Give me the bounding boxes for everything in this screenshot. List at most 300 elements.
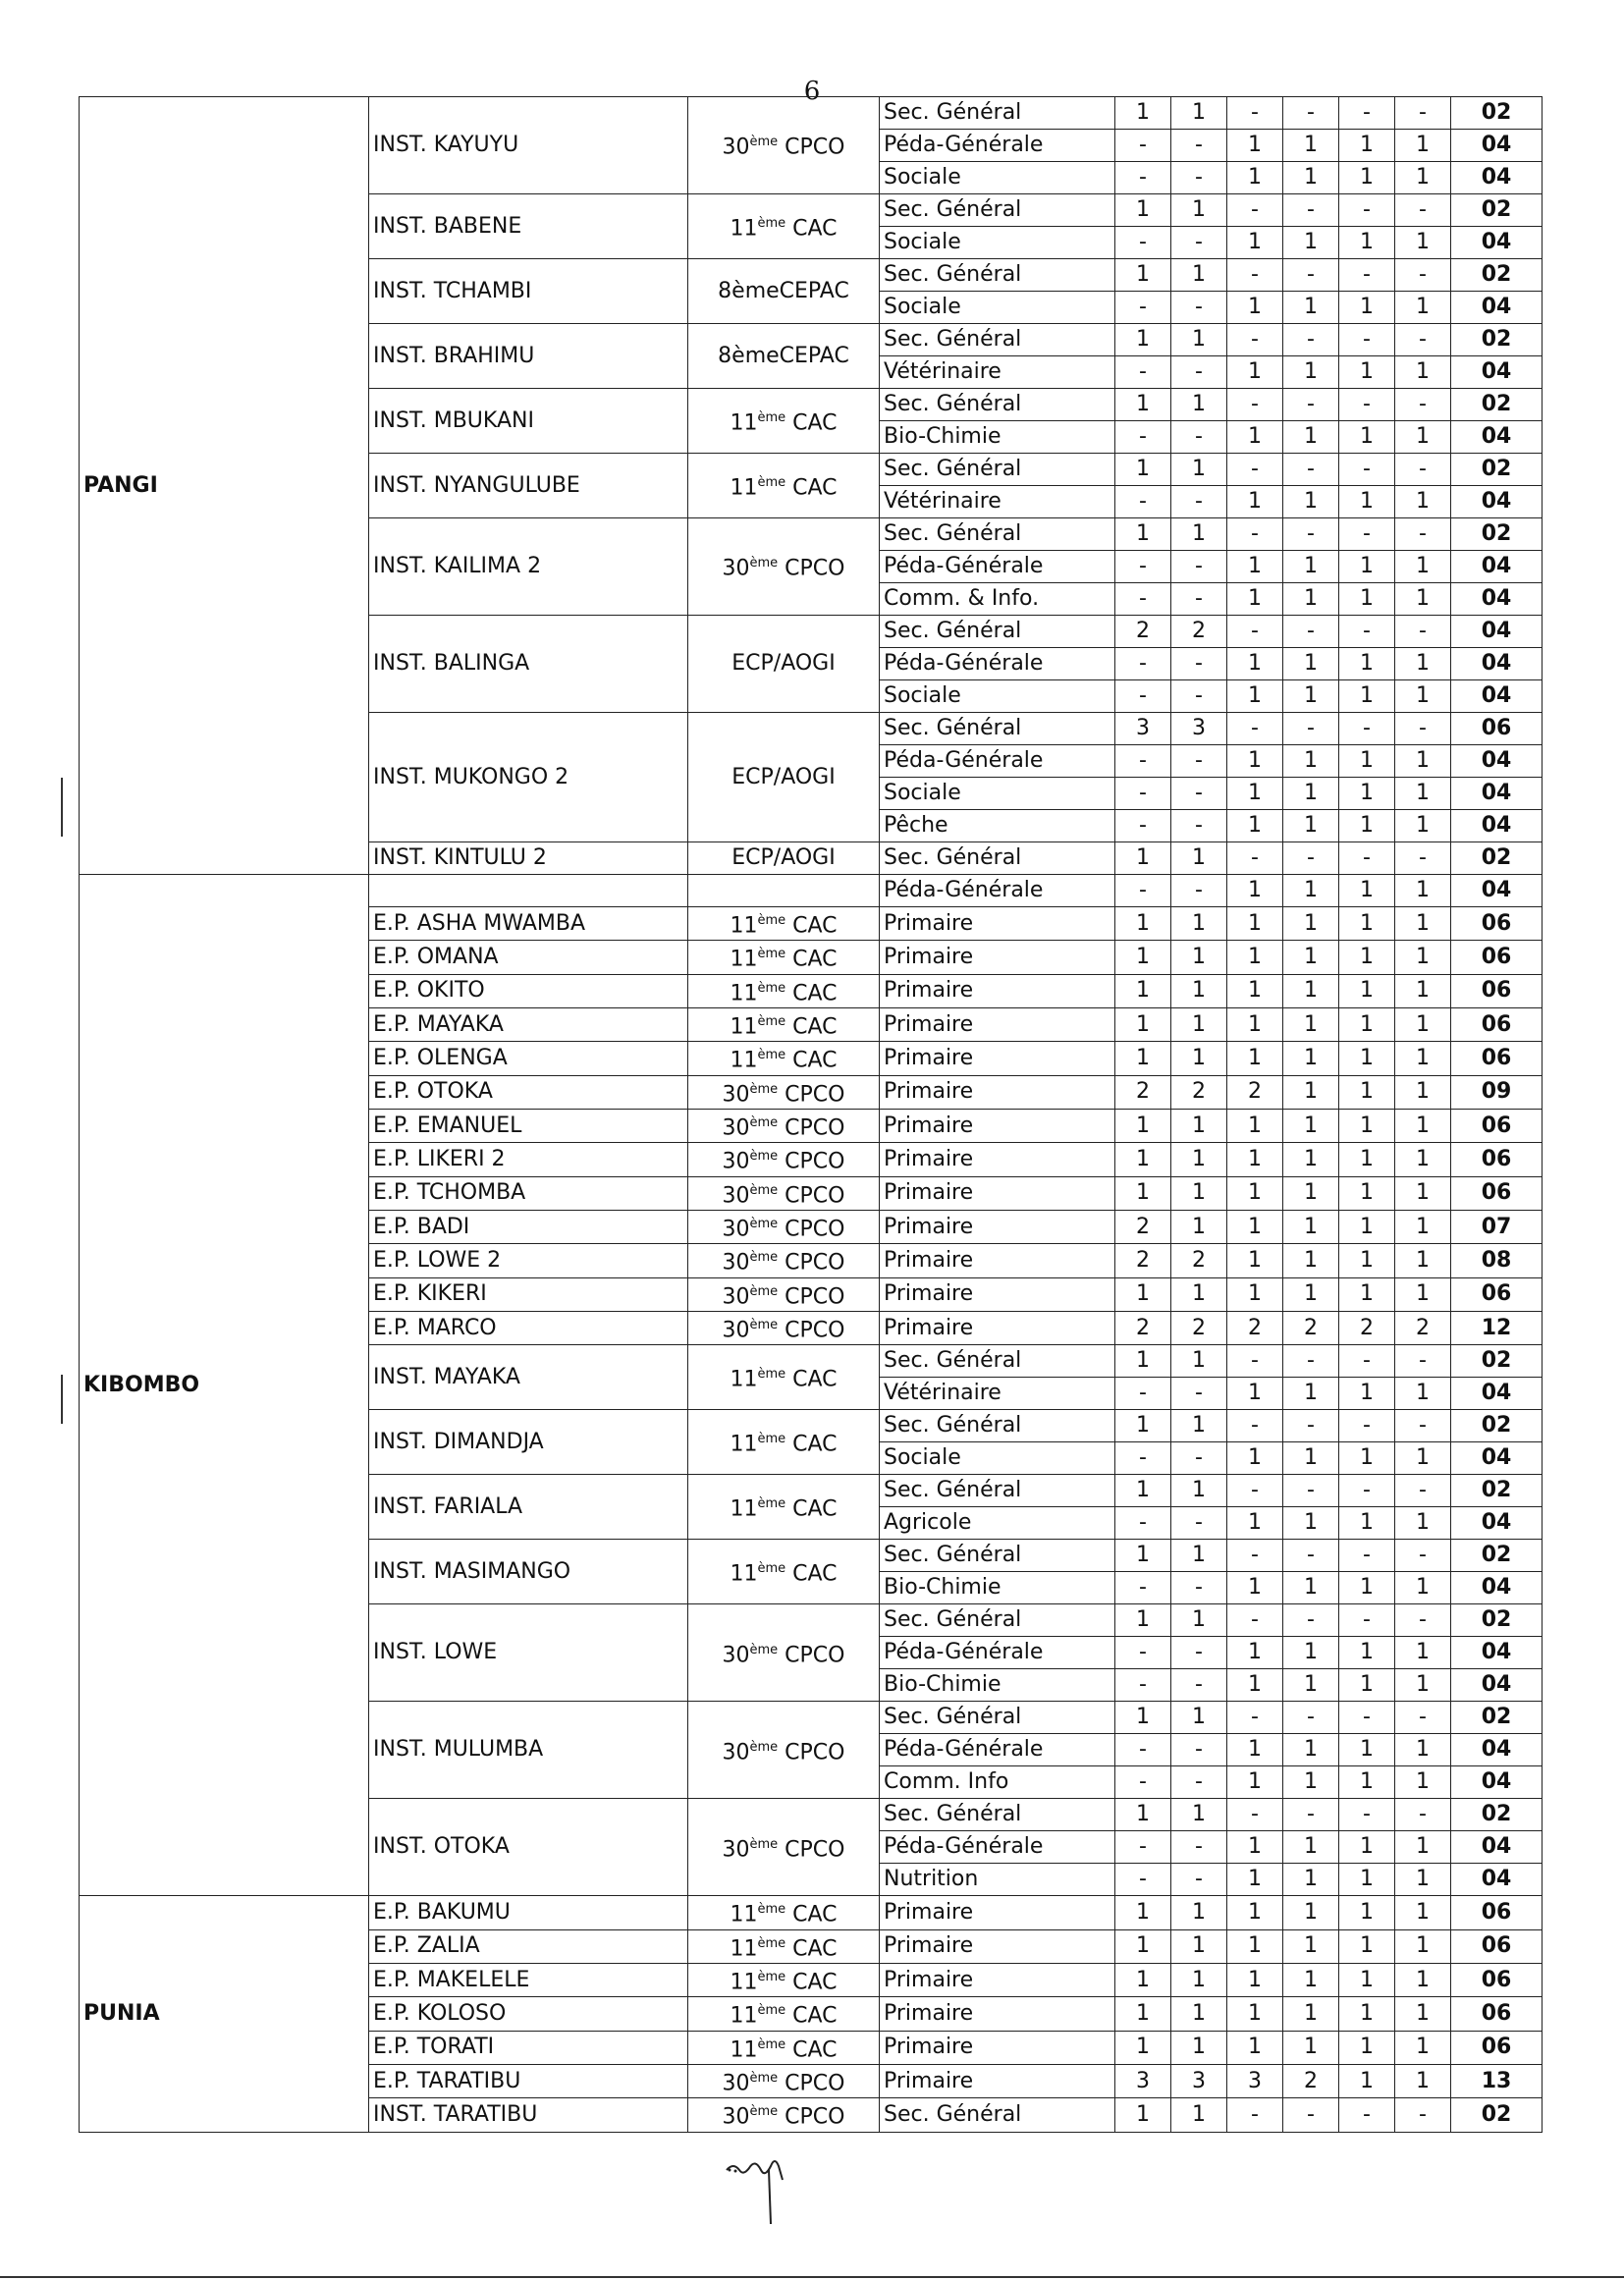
count-cell: -	[1171, 745, 1227, 778]
count-cell: 1	[1395, 1143, 1451, 1176]
count-cell: 1	[1283, 1176, 1339, 1210]
count-cell: 1	[1283, 1864, 1339, 1896]
school-code	[688, 1007, 880, 1041]
code-number: 11	[730, 410, 758, 436]
bottom-rule	[0, 2276, 1624, 2278]
school-name: INST. BABENE	[369, 194, 688, 259]
code-number: ECP/AOGI	[731, 845, 836, 870]
count-cell: 1	[1283, 1669, 1339, 1702]
count-cell: 1	[1227, 1997, 1283, 2031]
filiere-cell: Primaire	[880, 1075, 1115, 1109]
count-cell: -	[1115, 130, 1171, 162]
count-cell: -	[1395, 616, 1451, 648]
count-cell: 2	[1115, 1244, 1171, 1277]
total-cell: 06	[1451, 941, 1543, 974]
code-suffix: CAC	[785, 913, 838, 939]
school-name: INST. BALINGA	[369, 616, 688, 713]
code-number: 11	[730, 1561, 758, 1587]
filiere-cell: Péda-Générale	[880, 745, 1115, 778]
filiere-cell: Péda-Générale	[880, 875, 1115, 907]
filiere-cell: Pêche	[880, 810, 1115, 842]
total-cell: 02	[1451, 1604, 1543, 1637]
count-cell: 1	[1283, 1963, 1339, 1996]
count-cell: 1	[1283, 1929, 1339, 1963]
count-cell: 1	[1115, 1143, 1171, 1176]
code-suffix: CAC	[785, 216, 838, 242]
code-number: 30	[722, 1836, 750, 1862]
count-cell: 1	[1171, 1143, 1227, 1176]
school-name: INST. KAYUYU	[369, 97, 688, 194]
count-cell: 1	[1395, 1042, 1451, 1075]
school-code	[688, 1540, 880, 1604]
count-cell: 1	[1227, 1109, 1283, 1142]
count-cell: -	[1227, 713, 1283, 745]
count-cell: 1	[1171, 1345, 1227, 1378]
total-cell: 04	[1451, 1864, 1543, 1896]
count-cell: -	[1227, 1540, 1283, 1572]
count-cell: 1	[1395, 356, 1451, 389]
count-cell: 1	[1283, 810, 1339, 842]
count-cell: 1	[1227, 1244, 1283, 1277]
count-cell: 1	[1395, 486, 1451, 518]
code-superscript: ème	[749, 1216, 779, 1231]
count-cell: 1	[1171, 97, 1227, 130]
count-cell: 1	[1339, 1997, 1395, 2031]
edge-mark	[61, 1375, 63, 1424]
school-code	[688, 1109, 880, 1142]
locality-cell: PANGI	[80, 97, 369, 875]
school-name: INST. FARIALA	[369, 1475, 688, 1540]
count-cell: 1	[1227, 1143, 1283, 1176]
filiere-cell: Péda-Générale	[880, 648, 1115, 680]
count-cell: 1	[1171, 1929, 1227, 1963]
school-code	[688, 194, 880, 259]
school-name: E.P. ZALIA	[369, 1929, 688, 1963]
count-cell: 1	[1227, 1766, 1283, 1799]
school-code	[688, 2098, 880, 2132]
count-cell: 1	[1171, 1702, 1227, 1734]
code-superscript: ème	[757, 2003, 786, 2019]
code-superscript: ème	[757, 1367, 786, 1383]
code-number: 30	[722, 2071, 750, 2096]
total-cell: 02	[1451, 1475, 1543, 1507]
count-cell: -	[1395, 2098, 1451, 2132]
code-suffix: CAC	[785, 1048, 838, 1073]
count-cell: 1	[1283, 583, 1339, 616]
count-cell: 1	[1227, 1929, 1283, 1963]
code-number: 11	[730, 475, 758, 501]
code-suffix: CAC	[785, 2003, 838, 2029]
code-number: 11	[730, 1367, 758, 1392]
count-cell: 1	[1283, 1007, 1339, 1041]
filiere-cell: Sec. Général	[880, 194, 1115, 227]
count-cell: -	[1115, 810, 1171, 842]
count-cell: 1	[1227, 1007, 1283, 1041]
count-cell: 1	[1227, 1963, 1283, 1996]
count-cell: 1	[1227, 227, 1283, 259]
school-name: E.P. TARATIBU	[369, 2064, 688, 2097]
filiere-cell: Primaire	[880, 1109, 1115, 1142]
code-suffix: CAC	[785, 475, 838, 501]
total-cell: 04	[1451, 1637, 1543, 1669]
code-number: 11	[730, 1014, 758, 1040]
count-cell: 1	[1283, 1042, 1339, 1075]
school-code	[688, 1799, 880, 1896]
count-cell: -	[1339, 842, 1395, 875]
code-suffix: CPCO	[778, 1283, 845, 1309]
count-cell: 1	[1115, 1410, 1171, 1442]
count-cell: -	[1283, 1475, 1339, 1507]
total-cell: 04	[1451, 1442, 1543, 1475]
total-cell: 04	[1451, 1378, 1543, 1410]
code-number: 11	[730, 913, 758, 939]
count-cell: 1	[1171, 324, 1227, 356]
count-cell: 3	[1227, 2064, 1283, 2097]
school-name: INST. MUKONGO 2	[369, 713, 688, 842]
count-cell: -	[1395, 1604, 1451, 1637]
school-name: INST. MULUMBA	[369, 1702, 688, 1799]
count-cell: 1	[1115, 2098, 1171, 2132]
total-cell: 04	[1451, 1507, 1543, 1540]
total-cell: 02	[1451, 194, 1543, 227]
count-cell: 1	[1227, 1378, 1283, 1410]
code-number: 11	[730, 1902, 758, 1927]
filiere-cell: Sec. Général	[880, 389, 1115, 421]
count-cell: 1	[1227, 421, 1283, 454]
count-cell: -	[1115, 162, 1171, 194]
count-cell: 1	[1339, 1442, 1395, 1475]
count-cell: 2	[1283, 2064, 1339, 2097]
filiere-cell: Bio-Chimie	[880, 1572, 1115, 1604]
count-cell: 1	[1115, 1540, 1171, 1572]
count-cell: -	[1395, 1475, 1451, 1507]
count-cell: 1	[1283, 1143, 1339, 1176]
code-suffix: CAC	[785, 1496, 838, 1522]
count-cell: 1	[1227, 1277, 1283, 1311]
count-cell: -	[1283, 259, 1339, 292]
count-cell: 1	[1227, 875, 1283, 907]
school-name: E.P. OLENGA	[369, 1042, 688, 1075]
count-cell: 1	[1227, 1042, 1283, 1075]
count-cell: 1	[1339, 907, 1395, 941]
count-cell: 1	[1227, 1637, 1283, 1669]
count-cell: -	[1227, 842, 1283, 875]
code-suffix: CAC	[785, 1014, 838, 1040]
filiere-cell: Sociale	[880, 680, 1115, 713]
count-cell: 1	[1227, 1507, 1283, 1540]
count-cell: 1	[1283, 1507, 1339, 1540]
count-cell: 1	[1227, 1210, 1283, 1243]
page-number: 6	[803, 77, 821, 106]
count-cell: 1	[1395, 1997, 1451, 2031]
count-cell: 1	[1339, 1734, 1395, 1766]
count-cell: 1	[1115, 97, 1171, 130]
count-cell: 1	[1339, 680, 1395, 713]
school-name: INST. MASIMANGO	[369, 1540, 688, 1604]
count-cell: 1	[1171, 2031, 1227, 2064]
count-cell: -	[1339, 2098, 1395, 2132]
code-suffix: CAC	[785, 1902, 838, 1927]
count-cell: 1	[1171, 1042, 1227, 1075]
count-cell: 1	[1339, 1864, 1395, 1896]
code-number: 11	[730, 1432, 758, 1457]
count-cell: -	[1227, 2098, 1283, 2132]
filiere-cell: Sec. Général	[880, 616, 1115, 648]
count-cell: 1	[1115, 2031, 1171, 2064]
code-superscript: ème	[749, 1081, 779, 1097]
code-superscript: ème	[749, 1182, 779, 1198]
code-suffix: CPCO	[778, 1115, 845, 1141]
count-cell: -	[1227, 1345, 1283, 1378]
count-cell: 1	[1227, 974, 1283, 1007]
code-number: ECP/AOGI	[731, 764, 836, 789]
count-cell: 1	[1227, 1669, 1283, 1702]
count-cell: 1	[1171, 389, 1227, 421]
count-cell: 1	[1339, 1075, 1395, 1109]
count-cell: -	[1115, 356, 1171, 389]
filiere-cell: Primaire	[880, 1896, 1115, 1929]
code-number: 11	[730, 2036, 758, 2062]
code-suffix: CAC	[785, 980, 838, 1005]
count-cell: 1	[1395, 974, 1451, 1007]
filiere-cell: Péda-Générale	[880, 1831, 1115, 1864]
count-cell: -	[1339, 1345, 1395, 1378]
code-suffix: CPCO	[778, 1250, 845, 1276]
count-cell: -	[1227, 97, 1283, 130]
total-cell: 02	[1451, 1799, 1543, 1831]
count-cell: 1	[1115, 1277, 1171, 1311]
count-cell: -	[1227, 259, 1283, 292]
filiere-cell: Sec. Général	[880, 1475, 1115, 1507]
count-cell: 1	[1339, 745, 1395, 778]
count-cell: -	[1171, 1766, 1227, 1799]
count-cell: -	[1115, 551, 1171, 583]
code-number: 30	[722, 2104, 750, 2130]
filiere-cell: Sec. Général	[880, 713, 1115, 745]
count-cell: -	[1171, 1831, 1227, 1864]
count-cell: 1	[1283, 745, 1339, 778]
count-cell: 1	[1115, 454, 1171, 486]
code-number: 11	[730, 980, 758, 1005]
count-cell: 1	[1227, 486, 1283, 518]
filiere-cell: Sec. Général	[880, 1410, 1115, 1442]
school-code	[688, 1896, 880, 1929]
filiere-cell: Sec. Général	[880, 842, 1115, 875]
count-cell: 1	[1171, 974, 1227, 1007]
count-cell: 1	[1339, 486, 1395, 518]
count-cell: 1	[1115, 518, 1171, 551]
count-cell: -	[1171, 680, 1227, 713]
count-cell: 1	[1395, 162, 1451, 194]
total-cell: 04	[1451, 1831, 1543, 1864]
code-suffix: CPCO	[778, 1318, 845, 1343]
count-cell: -	[1339, 454, 1395, 486]
school-name: E.P. MARCO	[369, 1311, 688, 1344]
count-cell: 2	[1115, 1210, 1171, 1243]
count-cell: 1	[1115, 842, 1171, 875]
count-cell: 1	[1171, 1109, 1227, 1142]
total-cell: 04	[1451, 162, 1543, 194]
count-cell: 1	[1227, 1831, 1283, 1864]
school-name: INST. BRAHIMU	[369, 324, 688, 389]
count-cell: 1	[1339, 1109, 1395, 1142]
filiere-cell: Primaire	[880, 2064, 1115, 2097]
code-superscript: ème	[749, 1283, 779, 1299]
count-cell: 1	[1115, 389, 1171, 421]
count-cell: 1	[1395, 1176, 1451, 1210]
school-code	[688, 324, 880, 389]
count-cell: 1	[1171, 259, 1227, 292]
count-cell: 1	[1395, 1075, 1451, 1109]
count-cell: 3	[1171, 2064, 1227, 2097]
count-cell: 1	[1395, 1378, 1451, 1410]
code-superscript: ème	[749, 2070, 779, 2086]
count-cell: 1	[1339, 1007, 1395, 1041]
count-cell: -	[1171, 292, 1227, 324]
school-name: E.P. LOWE 2	[369, 1244, 688, 1277]
code-suffix: CAC	[785, 2036, 838, 2062]
total-cell: 04	[1451, 421, 1543, 454]
count-cell: -	[1339, 1799, 1395, 1831]
code-suffix: CAC	[785, 1935, 838, 1961]
total-cell: 06	[1451, 1963, 1543, 1996]
count-cell: 1	[1115, 907, 1171, 941]
code-superscript: ème	[757, 980, 786, 996]
school-name: E.P. EMANUEL	[369, 1109, 688, 1142]
count-cell: 1	[1395, 1109, 1451, 1142]
total-cell: 02	[1451, 842, 1543, 875]
count-cell: 1	[1339, 1831, 1395, 1864]
count-cell: 1	[1339, 130, 1395, 162]
total-cell: 04	[1451, 292, 1543, 324]
school-name: INST. MAYAKA	[369, 1345, 688, 1410]
count-cell: -	[1171, 1864, 1227, 1896]
count-cell: -	[1115, 1669, 1171, 1702]
count-cell: 1	[1339, 1378, 1395, 1410]
code-superscript: ème	[749, 556, 779, 571]
count-cell: -	[1283, 1604, 1339, 1637]
code-number: ECP/AOGI	[731, 651, 836, 676]
count-cell: 1	[1283, 1572, 1339, 1604]
filiere-cell: Primaire	[880, 1176, 1115, 1210]
count-cell: 1	[1395, 1766, 1451, 1799]
count-cell: 1	[1227, 551, 1283, 583]
count-cell: 1	[1227, 1176, 1283, 1210]
count-cell: 1	[1283, 2031, 1339, 2064]
count-cell: 1	[1395, 1864, 1451, 1896]
count-cell: 1	[1283, 1442, 1339, 1475]
total-cell: 04	[1451, 583, 1543, 616]
assignment-table	[79, 96, 1543, 2133]
count-cell: 1	[1339, 1572, 1395, 1604]
count-cell: -	[1339, 713, 1395, 745]
count-cell: 1	[1171, 1475, 1227, 1507]
code-superscript: ème	[749, 2104, 779, 2120]
total-cell: 02	[1451, 454, 1543, 486]
count-cell: 1	[1283, 486, 1339, 518]
count-cell: 1	[1227, 810, 1283, 842]
count-cell: 1	[1339, 292, 1395, 324]
count-cell: -	[1283, 1799, 1339, 1831]
count-cell: -	[1283, 97, 1339, 130]
count-cell: 1	[1227, 130, 1283, 162]
school-name: INST. TARATIBU	[369, 2098, 688, 2132]
count-cell: 1	[1395, 810, 1451, 842]
code-suffix: CPCO	[778, 1739, 845, 1764]
total-cell: 08	[1451, 1244, 1543, 1277]
count-cell: 1	[1227, 2031, 1283, 2064]
total-cell: 02	[1451, 97, 1543, 130]
count-cell: -	[1227, 1410, 1283, 1442]
count-cell: -	[1283, 518, 1339, 551]
code-superscript: ème	[749, 135, 779, 150]
school-name: INST. KAILIMA 2	[369, 518, 688, 616]
filiere-cell: Primaire	[880, 1277, 1115, 1311]
school-name: INST. DIMANDJA	[369, 1410, 688, 1475]
total-cell: 06	[1451, 1176, 1543, 1210]
count-cell: 1	[1171, 518, 1227, 551]
total-cell: 02	[1451, 518, 1543, 551]
code-number: 11	[730, 1496, 758, 1522]
count-cell: 2	[1283, 1311, 1339, 1344]
count-cell: -	[1227, 1702, 1283, 1734]
count-cell: 1	[1395, 1637, 1451, 1669]
code-superscript: ème	[757, 1432, 786, 1447]
total-cell: 06	[1451, 1277, 1543, 1311]
count-cell: 1	[1339, 1963, 1395, 1996]
count-cell: 1	[1115, 1929, 1171, 1963]
code-number: 30	[722, 1642, 750, 1667]
count-cell: -	[1115, 1831, 1171, 1864]
code-number: 8èmeCEPAC	[718, 278, 849, 303]
school-name: E.P. BADI	[369, 1210, 688, 1243]
count-cell: 1	[1395, 941, 1451, 974]
code-number: 11	[730, 1048, 758, 1073]
count-cell: 1	[1339, 2031, 1395, 2064]
count-cell: 1	[1395, 875, 1451, 907]
total-cell: 06	[1451, 1143, 1543, 1176]
count-cell: -	[1395, 1799, 1451, 1831]
count-cell: 1	[1171, 1410, 1227, 1442]
table-row	[80, 875, 1543, 907]
count-cell: 1	[1283, 356, 1339, 389]
count-cell: 1	[1283, 680, 1339, 713]
school-code	[688, 1702, 880, 1799]
total-cell: 04	[1451, 1734, 1543, 1766]
count-cell: 1	[1283, 941, 1339, 974]
school-code	[688, 941, 880, 974]
school-code	[688, 1475, 880, 1540]
filiere-cell: Sec. Général	[880, 259, 1115, 292]
count-cell: -	[1339, 97, 1395, 130]
count-cell: 1	[1395, 1277, 1451, 1311]
code-number: 30	[722, 1149, 750, 1174]
school-code	[688, 974, 880, 1007]
count-cell: 1	[1395, 680, 1451, 713]
count-cell: 1	[1283, 875, 1339, 907]
school-code	[688, 259, 880, 324]
school-name: E.P. OKITO	[369, 974, 688, 1007]
code-superscript: ème	[749, 1642, 779, 1657]
count-cell: -	[1283, 1345, 1339, 1378]
count-cell: -	[1283, 389, 1339, 421]
filiere-cell: Bio-Chimie	[880, 1669, 1115, 1702]
code-superscript: ème	[749, 1250, 779, 1266]
count-cell: 1	[1339, 1637, 1395, 1669]
code-suffix: CPCO	[778, 1836, 845, 1862]
count-cell: -	[1171, 551, 1227, 583]
code-number: 30	[722, 135, 750, 160]
